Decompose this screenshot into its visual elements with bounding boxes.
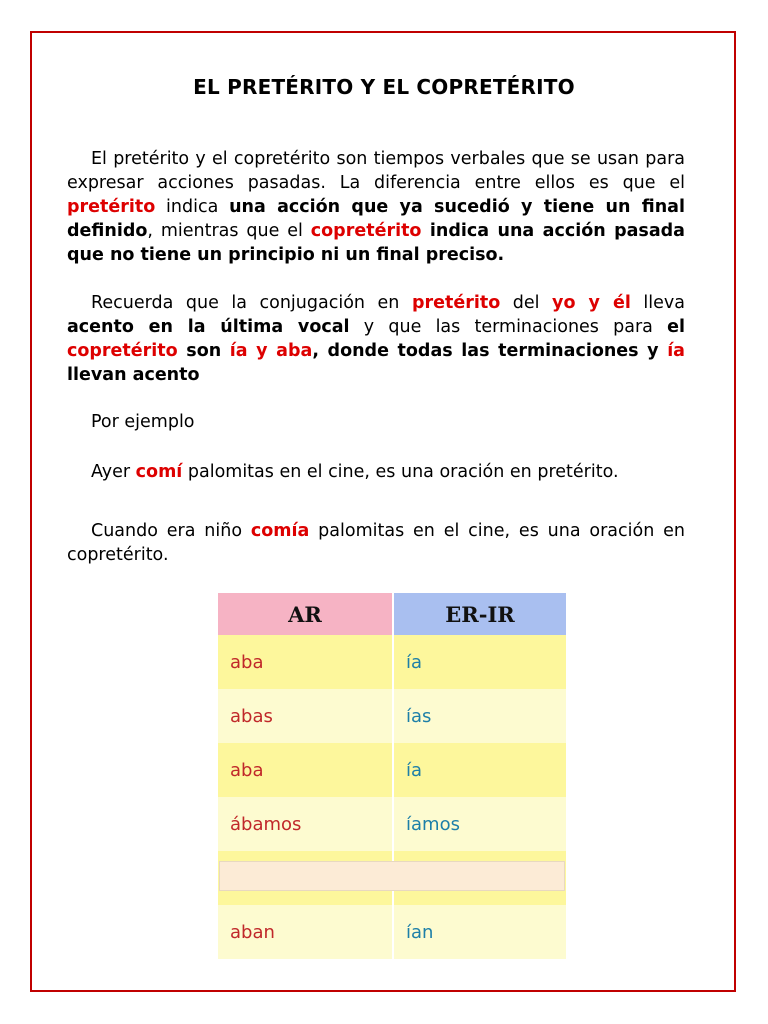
table-row xyxy=(218,797,566,851)
cell-ar: aba xyxy=(218,743,392,797)
highlight-comi: comí xyxy=(135,462,183,482)
cell-er-ir: íamos xyxy=(392,797,566,851)
text-run: Recuerda que la conjugación en xyxy=(91,293,412,313)
highlight-preterito: pretérito xyxy=(67,197,156,217)
text-run: El pretérito y el copretérito son tiempos verbales que se usan para expresar acciones pasadas. La diferencia entre ellos es que el xyxy=(67,149,685,193)
text-run: , mientras que el xyxy=(147,221,311,241)
paragraph-example-copreterito xyxy=(67,519,685,567)
highlight-preterito: pretérito xyxy=(411,293,501,313)
table-row xyxy=(218,689,566,743)
bold-run: son xyxy=(177,341,230,361)
text-run: Cuando era niño xyxy=(91,521,251,541)
bold-run: indica una acción pasada que no tiene un principio ni un final preciso. xyxy=(67,221,685,265)
text-run: palomitas en el cine, es una oración en copretérito. xyxy=(67,521,685,565)
highlight-ia: ía xyxy=(667,341,685,361)
text-run: indica xyxy=(155,197,230,217)
text-run: del xyxy=(500,293,553,313)
cell-ar: ábamos xyxy=(218,797,392,851)
cell-er-ir: ía xyxy=(392,743,566,797)
header-ar: AR xyxy=(218,593,392,635)
cell-ar: aba xyxy=(218,635,392,689)
table-blank-overlay xyxy=(219,861,565,891)
highlight-endings: ía y aba xyxy=(229,341,313,361)
bold-run: , donde todas las terminaciones y xyxy=(312,341,668,361)
table-row xyxy=(218,635,566,689)
highlight-yo-el: yo y él xyxy=(552,293,631,313)
paragraph-example-label: Por ejemplo xyxy=(91,412,195,432)
highlight-copreterito: copretérito xyxy=(310,221,422,241)
table-row xyxy=(218,743,566,797)
header-er-ir: ER-IR xyxy=(392,593,566,635)
text-run: palomitas en el cine, es una oración en pretérito. xyxy=(182,462,619,482)
cell-er-ir: ías xyxy=(392,689,566,743)
bold-run: el xyxy=(667,317,685,337)
text-run: y que las terminaciones para xyxy=(349,317,668,337)
bold-run: una acción que ya sucedió y tiene un final definido xyxy=(67,197,685,241)
cell-ar: aban xyxy=(218,905,392,959)
highlight-comia: comía xyxy=(250,521,310,541)
paragraph-example-preterito xyxy=(67,460,685,484)
highlight-copreterito: copretérito xyxy=(67,341,178,361)
endings-table xyxy=(218,593,566,959)
table-row xyxy=(218,905,566,959)
cell-ar: abas xyxy=(218,689,392,743)
paragraph-definition xyxy=(67,147,685,267)
table-header xyxy=(218,593,566,635)
cell-er-ir: ía xyxy=(392,635,566,689)
bold-run: acento en la última vocal xyxy=(67,317,350,337)
text-run: Ayer xyxy=(91,462,136,482)
page-title: EL PRETÉRITO Y EL COPRETÉRITO xyxy=(193,75,575,99)
paragraph-reminder xyxy=(67,291,685,387)
text-run: lleva xyxy=(630,293,685,313)
cell-er-ir: ían xyxy=(392,905,566,959)
bold-run: llevan acento xyxy=(67,365,200,385)
